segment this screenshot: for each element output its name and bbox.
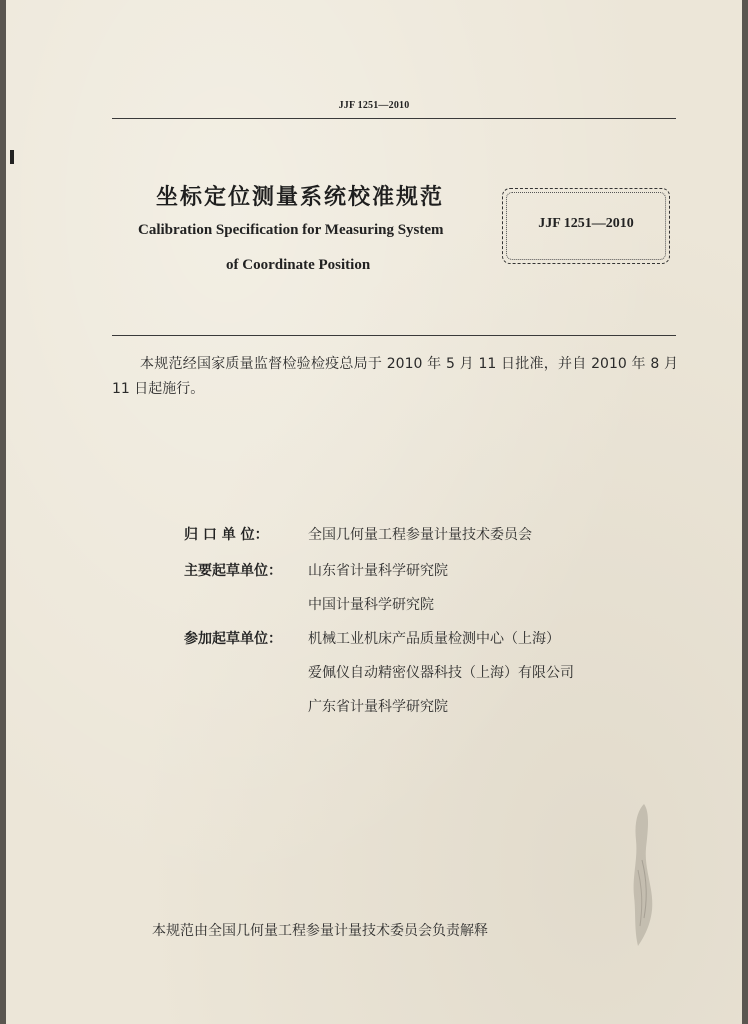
approval-statement: 本规范经国家质量监督检验检疫总局于 2010 年 5 月 11 日批准，并自 2010 年 8 月 11 日起施行。 [112, 356, 678, 397]
main-drafting-label: 主要起草单位： [184, 563, 282, 579]
title-english-line1: Calibration Specification for Measuring System [138, 222, 444, 238]
binding-mark [10, 150, 14, 164]
responsible-unit-row [184, 524, 532, 544]
middle-divider [112, 335, 676, 336]
responsible-unit-value: 全国几何量工程参量计量技术委员会 [308, 527, 532, 543]
main-drafting-row [184, 560, 448, 580]
participating-drafting-value: 机械工业机床产品质量检测中心（上海） [308, 631, 560, 647]
participating-drafting-value: 爱佩仪自动精密仪器科技（上海）有限公司 [308, 665, 574, 681]
participating-drafting-value: 广东省计量科学研究院 [308, 699, 448, 715]
main-drafting-value: 中国计量科学研究院 [308, 597, 434, 613]
code-box-text: JJF 1251—2010 [538, 216, 634, 231]
fingerprint-smudge [624, 800, 660, 950]
participating-drafting-row [184, 628, 560, 648]
interpretation-note: 本规范由全国几何量工程参量计量技术委员会负责解释 [152, 923, 488, 939]
responsible-unit-label: 归 口 单 位： [184, 527, 269, 543]
participating-drafting-label: 参加起草单位： [184, 631, 282, 647]
standard-code-box [502, 188, 670, 264]
document-page [6, 0, 742, 1024]
top-divider [112, 118, 676, 119]
title-chinese: 坐标定位测量系统校准规范 [156, 185, 445, 210]
main-drafting-value: 山东省计量科学研究院 [308, 563, 448, 579]
title-english-line2: of Coordinate Position [226, 257, 371, 273]
header-standard-code: JJF 1251—2010 [338, 100, 410, 111]
